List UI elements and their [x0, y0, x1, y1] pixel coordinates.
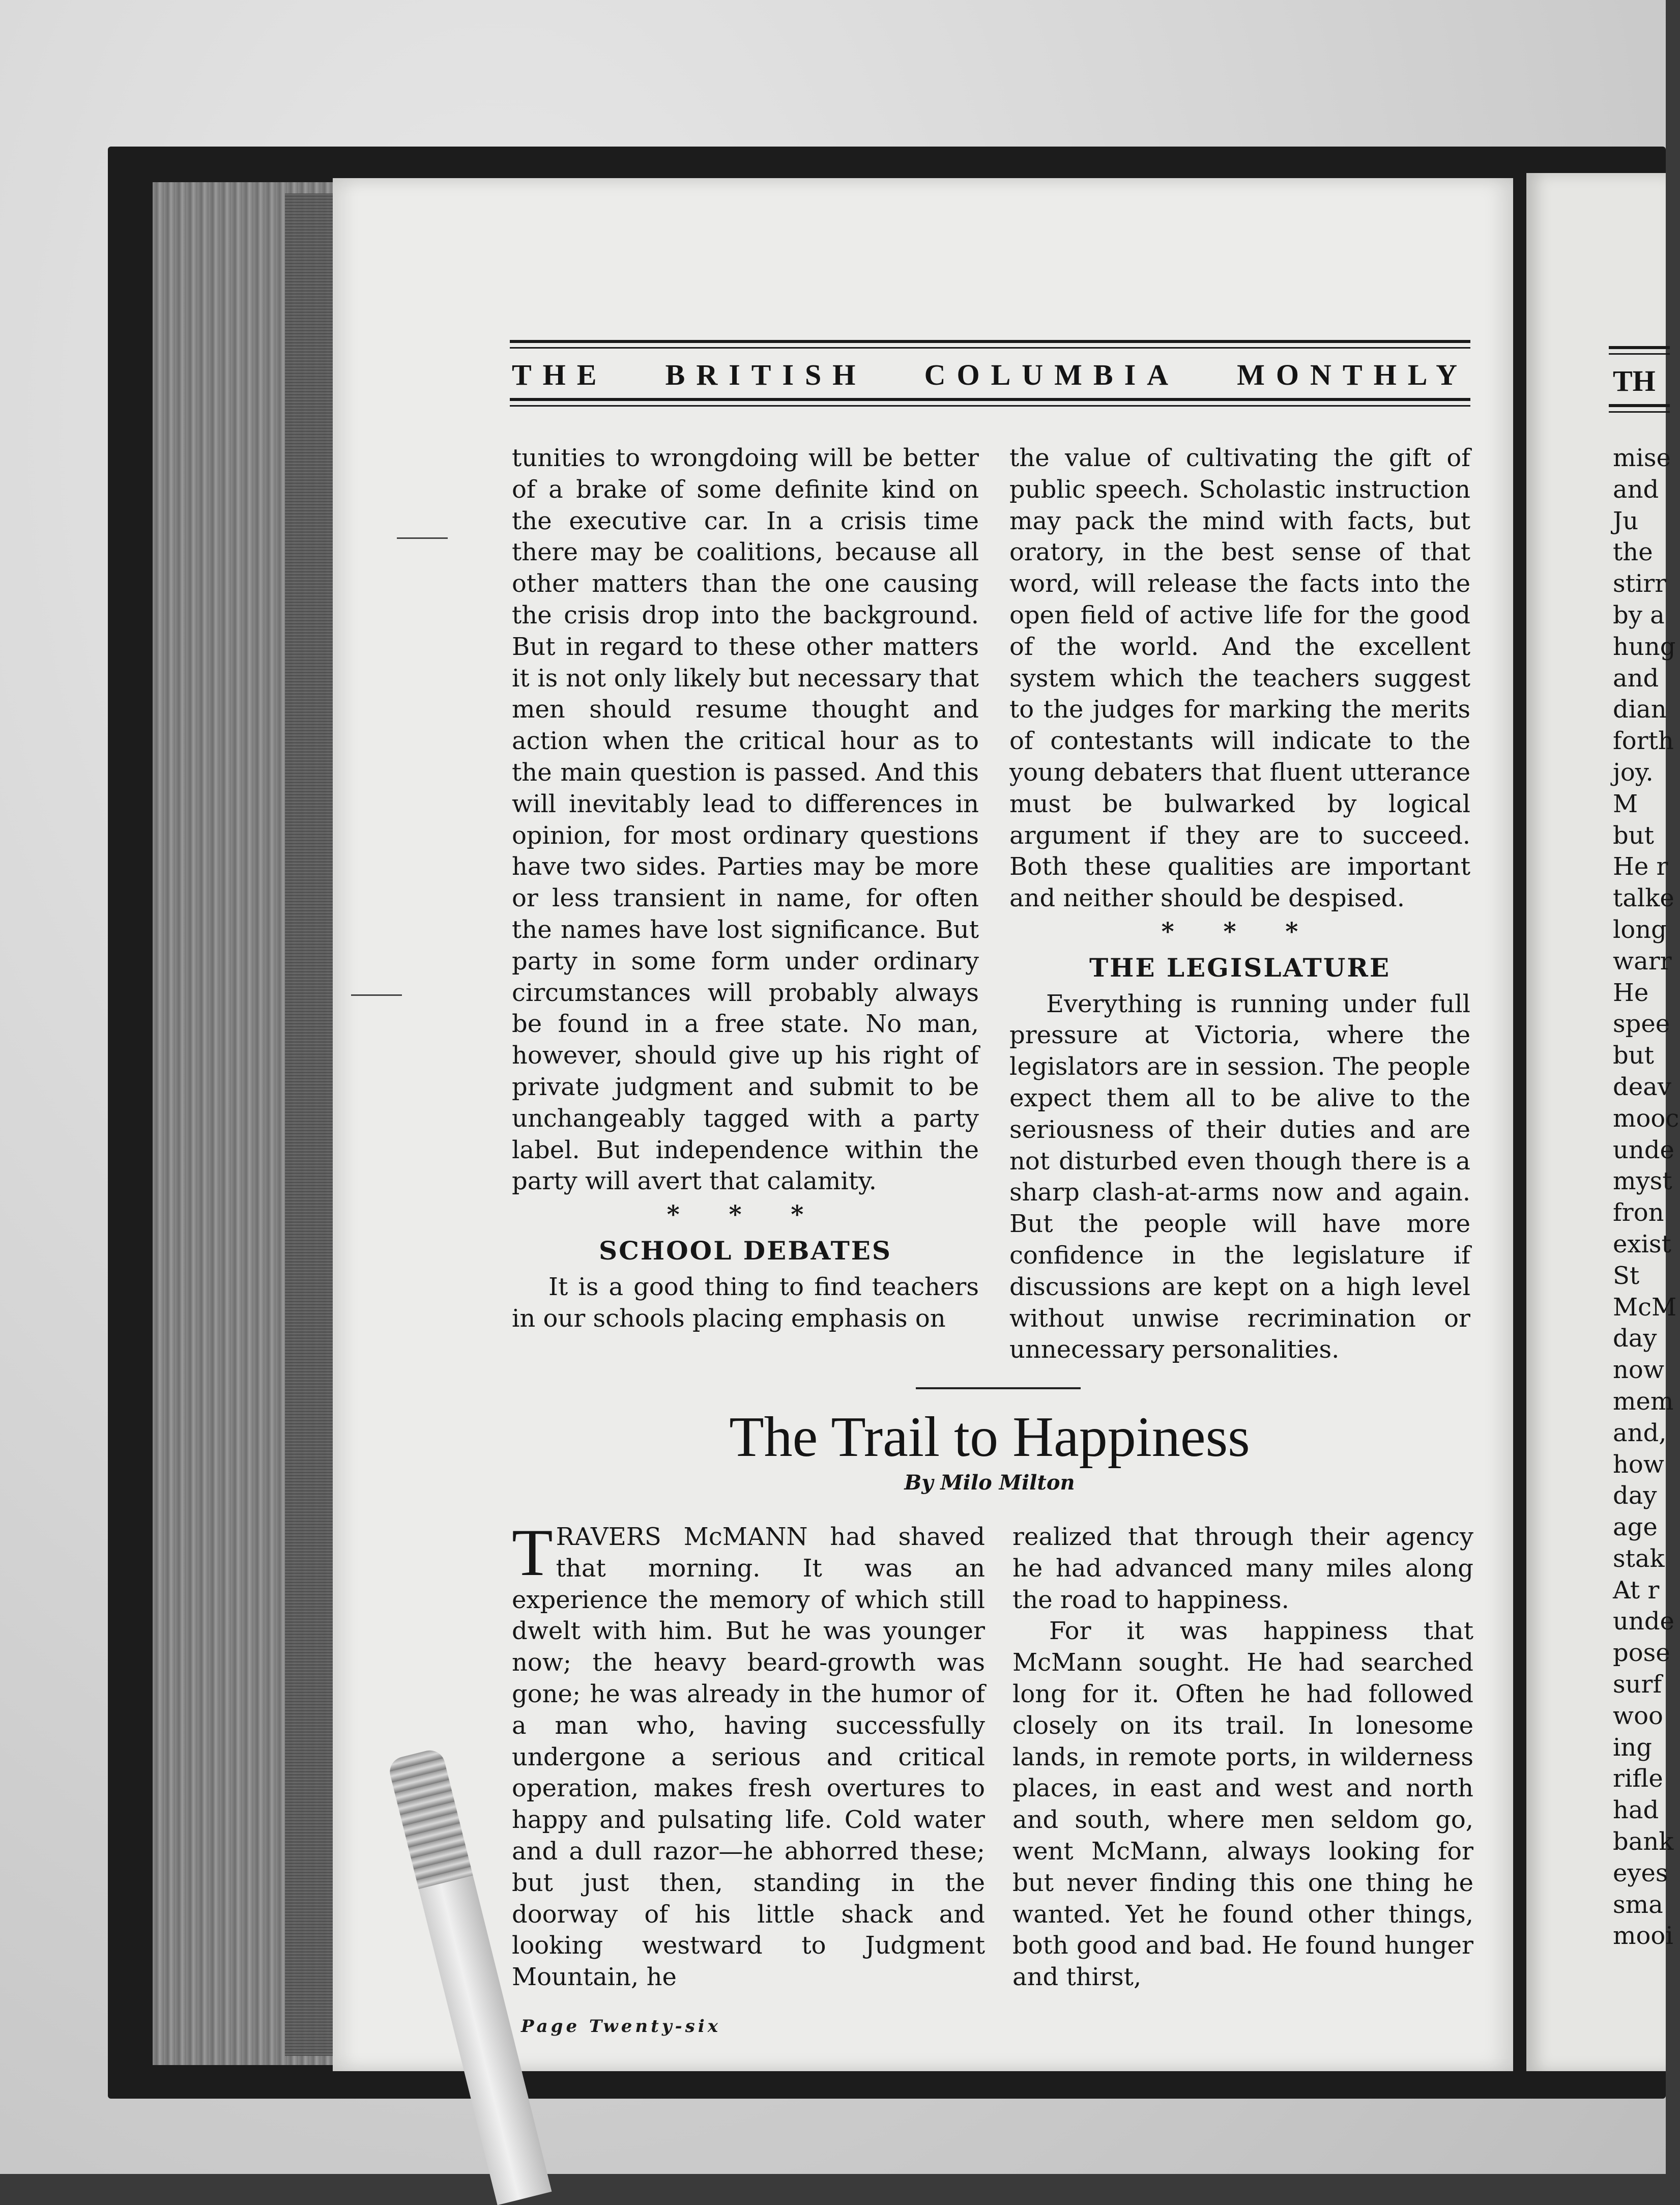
editorial-paragraph: the value of cultivating the gift of public speech. Scholastic instruction may pack the mind with facts, but oratory, in the best sense of that word, will release the facts into the open field of active life for the good of the world. And the excellent system which the teachers suggest to the judges for marking the merits of contestants will indicate to the young debaters that fluent utterance must be bulwarked by logical argument if they are to succeed. Both these qualities are important and neither should be despised. — [1009, 444, 1470, 913]
facing-page-line: unde — [1613, 1135, 1674, 1164]
scratch-mark — [351, 994, 402, 996]
facing-page-line: mise — [1613, 444, 1671, 472]
article-column-left — [512, 1515, 985, 1993]
facing-page-line: stirr — [1613, 569, 1667, 598]
facing-page-line: hung — [1613, 632, 1676, 661]
facing-masthead-rule-top — [1609, 346, 1670, 355]
article-text: RAVERS McMANN had shaved that morning. It was an experience the memory of which still dwelt with him. But he was younger now; the heavy beard-growth was gone; he was already in the humor of a man who, having successfully undergone a serious and critical operation, makes fresh overtures to happy and pulsating life. Cold water and a dull razor—he abhorred these; but just then, standing in the doorway of his little shack and looking westward to Judgment Mountain, he — [512, 1523, 985, 1992]
facing-page-line: McM — [1613, 1293, 1677, 1322]
facing-page-line: ing — [1613, 1733, 1652, 1762]
facing-page-column — [1613, 443, 1679, 1952]
section-separator: * * * — [667, 1200, 824, 1229]
facing-page-line: warr — [1613, 947, 1672, 976]
facing-page-line: day — [1613, 1481, 1657, 1510]
facing-page-line: At r — [1613, 1576, 1660, 1605]
masthead-rule-bottom — [510, 398, 1470, 407]
masthead-rule-top — [510, 340, 1470, 349]
facing-page-line: exist — [1613, 1229, 1671, 1258]
editorial-paragraph: Everything is running under full pressure at Victoria, where the legislators are in session. The people expect them all to be alive to the seriousness of their duties and are not disturbed even though there is a sharp clash-at-arms now and again. But the people will have more confidence in the legislature if discussions are kept on a high level without unwise recrimination or unnecessary personalities. — [1009, 989, 1470, 1364]
facing-page-line: myst — [1613, 1167, 1672, 1196]
facing-page-line: day — [1613, 1324, 1657, 1353]
section-separator: * * * — [1161, 917, 1319, 946]
article-divider — [916, 1387, 1081, 1389]
scratch-mark — [397, 537, 448, 539]
article-title: The Trail to Happiness — [729, 1406, 1250, 1469]
facing-page-line: fron — [1613, 1198, 1664, 1227]
facing-page-line: rifle — [1613, 1764, 1663, 1793]
facing-page-line: surf — [1613, 1670, 1662, 1699]
editorial-column-right — [1009, 443, 1470, 1366]
facing-page-line: joy. — [1613, 758, 1654, 787]
masthead-word: MONTHLY — [1237, 358, 1468, 391]
editorial-paragraph: It is a good thing to find teachers in our schools placing emphasis on — [512, 1272, 979, 1333]
facing-page-line: M — [1613, 789, 1638, 818]
facing-page-line: age — [1613, 1513, 1658, 1542]
editorial-column-left — [512, 443, 979, 1334]
page-number: Page Twenty-six — [521, 2016, 721, 2037]
facing-page-line: long — [1613, 915, 1667, 944]
masthead-title — [510, 349, 1470, 398]
facing-page-line: St — [1613, 1261, 1640, 1290]
drop-cap: T — [512, 1515, 553, 1590]
facing-page-line: mem — [1613, 1387, 1674, 1416]
masthead — [510, 340, 1470, 407]
facing-page-line: and, — [1613, 1418, 1667, 1447]
facing-page-line: He — [1613, 978, 1649, 1007]
facing-page-line: and — [1613, 664, 1659, 693]
facing-masthead-title: TH — [1613, 364, 1656, 397]
facing-page-line: unde — [1613, 1607, 1674, 1636]
facing-page-masthead — [1609, 346, 1680, 413]
masthead-word: BRITISH — [665, 358, 867, 391]
facing-page-line: woo — [1613, 1701, 1663, 1730]
article-byline: By Milo Milton — [904, 1471, 1075, 1495]
facing-masthead-rule-bottom — [1609, 404, 1670, 413]
section-heading: THE LEGISLATURE — [1089, 952, 1391, 983]
article-column-right — [1012, 1522, 1473, 1993]
facing-page-line: and — [1613, 475, 1659, 504]
facing-page-line: how — [1613, 1450, 1664, 1479]
facing-page-line: by a — [1613, 600, 1665, 629]
facing-page-line: spee — [1613, 1010, 1670, 1039]
facing-page-line: bank — [1613, 1827, 1674, 1856]
editorial-paragraph: tunities to wrongdoing will be better of a brake of some definite kind on the executive car. In a crisis time there may be coalitions, because all other matters than the one causing the crisis drop into the background. But in regard to these other matters it is not only likely but necessary that men should resume thought and action when the critical hour as to the main question is passed. And this will inevitably lead to differences in opinion, for most ordinary questions have two sides. Parties may be more or less transient in name, for often the names have lost significance. But party in some form under ordinary circumstances will probably always be found in a free state. No man, however, should give up his right of private judgment and submit to be unchangeably tagged with a party label. But independence within the party will avert that calamity. — [512, 444, 979, 1196]
facing-page-line: the — [1613, 538, 1653, 567]
facing-page-line: now — [1613, 1356, 1664, 1385]
facing-page-line: but — [1613, 1041, 1654, 1070]
facing-page-line: mooc — [1613, 1104, 1679, 1133]
facing-page-line: had — [1613, 1796, 1659, 1825]
facing-page-line: pose — [1613, 1639, 1670, 1668]
section-heading: SCHOOL DEBATES — [598, 1235, 892, 1266]
masthead-word: COLUMBIA — [924, 358, 1180, 391]
article-paragraph: realized that through their agency he had advanced many miles along the road to happiness. — [1012, 1523, 1473, 1614]
facing-page-line: but — [1613, 821, 1654, 850]
facing-page-line: talke — [1613, 884, 1674, 913]
facing-page-line: mooi — [1613, 1922, 1673, 1951]
facing-page-line: sma — [1613, 1890, 1663, 1919]
masthead-word: THE — [512, 358, 608, 391]
facing-page-line: stak — [1613, 1544, 1665, 1573]
article-paragraph: For it was happiness that McMann sought. He had searched long for it. Often he had followed closely on its trail. In lonesome lands, in remote ports, in wilderness places, in east and west and north and south, where men seldom go, went McMann, always looking for but never finding this one thing he wanted. Yet he found other things, both good and bad. He found hunger and thirst, — [1012, 1617, 1473, 1992]
facing-page-line: Ju — [1613, 506, 1639, 535]
facing-page-line: deav — [1613, 1072, 1671, 1101]
facing-page-line: He r — [1613, 852, 1668, 881]
facing-page-line: eyes — [1613, 1858, 1668, 1887]
article-paragraph — [512, 1515, 985, 1993]
facing-page-line: dian — [1613, 695, 1667, 724]
facing-page-line: forth — [1613, 727, 1674, 756]
